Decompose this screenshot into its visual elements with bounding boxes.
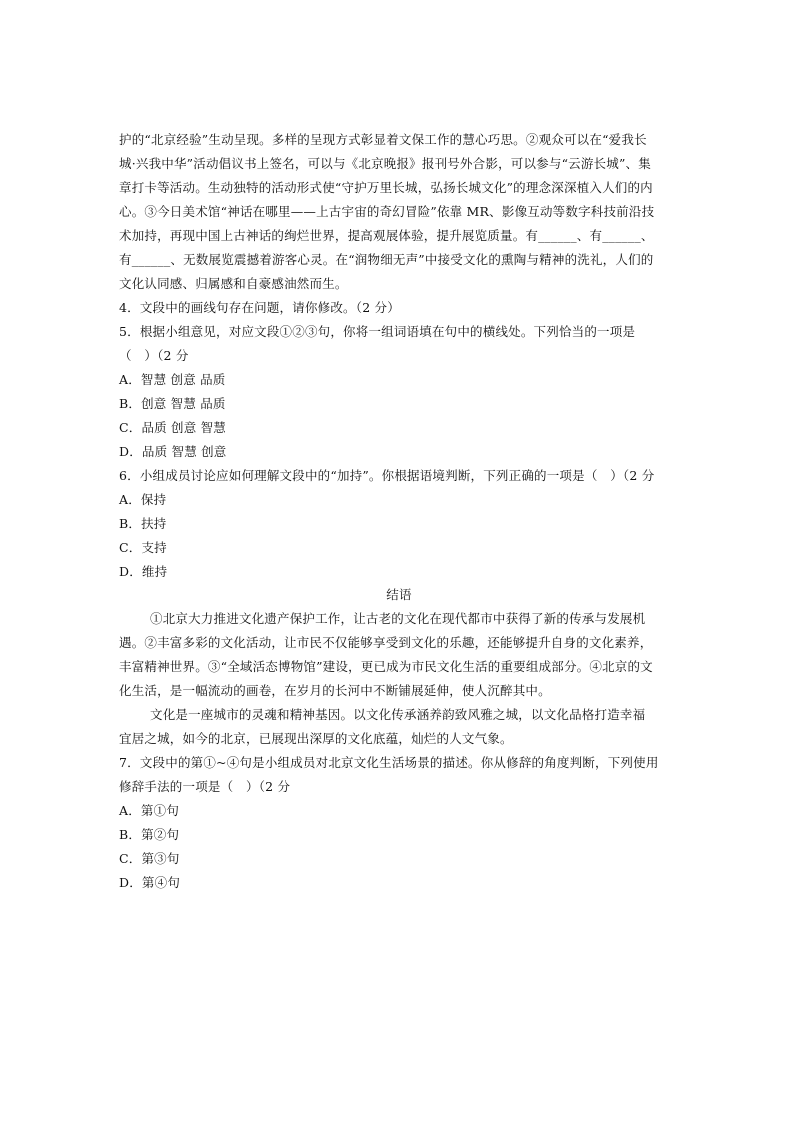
passage-line: 章打卡等活动。生动独特的活动形式使“守护万里长城，弘扬长城文化”的理念深深植入人们的内	[119, 180, 653, 195]
question-6-option-c: C．支持	[119, 540, 167, 555]
passage-line: ①北京大力推进文化遗产保护工作，让古老的文化在现代都市中获得了新的传承与发展机	[150, 611, 646, 626]
question-7-option-a: A．第①句	[119, 803, 180, 818]
question-5-option-d: D．品质 智慧 创意	[119, 444, 227, 459]
passage-line: 城·兴我中华”活动倡议书上签名，可以与《北京晚报》报刊号外合影，可以参与“云游长城”、集	[119, 156, 651, 171]
passage-line: 遇。②丰富多彩的文化活动，让市民不仅能够享受到文化的乐趣，还能够提升自身的文化素养，	[119, 635, 653, 650]
question-5-stem: 5．根据小组意见，对应文段①②③句，你将一组词语填在句中的横线处。下列恰当的一项是	[119, 324, 636, 339]
question-5-option-b: B．创意 智慧 品质	[119, 396, 226, 411]
question-7-option-d: D．第④句	[119, 875, 181, 890]
question-6-stem: 6．小组成员讨论应如何理解文段中的“加持”。你根据语境判断，下列正确的一项是（ ）（2 分	[119, 468, 655, 483]
question-7-stem-continued: 修辞手法的一项是（ ）（2 分	[119, 779, 291, 794]
passage-line: 丰富精神世界。③“全域活态博物馆”建设，更已成为市民文化生活的重要组成部分。④北京的文	[119, 659, 653, 674]
passage-line: 心。③今日美术馆“神话在哪里——上古宇宙的奇幻冒险”依靠 MR、影像互动等数字科技前沿技	[119, 204, 655, 219]
question-4-stem: 4．文段中的画线句存在问题，请你修改。（2 分）	[119, 300, 400, 315]
question-7-option-b: B．第②句	[119, 827, 180, 842]
passage-line: 宜居之城，如今的北京，已展现出深厚的文化底蕴，灿烂的人文气象。	[119, 731, 513, 746]
question-6-option-a: A．保持	[119, 492, 167, 507]
passage-line: 文化认同感、归属感和自豪感油然而生。	[119, 276, 348, 291]
question-5-stem-continued: （ ）（2 分	[119, 348, 189, 363]
question-6-option-b: B．扶持	[119, 516, 167, 531]
section-title: 结语	[386, 587, 412, 602]
question-7-stem: 7．文段中的第①~④句是小组成员对北京文化生活场景的描述。你从修辞的角度判断，下列使用	[119, 755, 659, 770]
question-7-option-c: C．第③句	[119, 851, 180, 866]
passage-line: 化生活，是一幅流动的画卷，在岁月的长河中不断铺展延伸，使人沉醉其中。	[119, 683, 551, 698]
question-5-option-a: A．智慧 创意 品质	[119, 372, 226, 387]
passage-line: 文化是一座城市的灵魂和精神基因。以文化传承涵养韵致风雅之城，以文化品格打造幸福	[150, 707, 646, 722]
question-5-option-c: C．品质 创意 智慧	[119, 420, 227, 435]
passage-line: 有______、无数展览震撼着游客心灵。在“润物细无声”中接受文化的熏陶与精神的洗礼，人们的	[119, 252, 654, 267]
passage-line: 术加持，再现中国上古神话的绚烂世界，提高观展体验，提升展览质量。有______、有______、	[119, 228, 654, 243]
question-6-option-d: D．维持	[119, 564, 168, 579]
passage-line: 护的“北京经验”生动呈现。多样的呈现方式彰显着文保工作的慧心巧思。②观众可以在“爱我长	[119, 132, 647, 147]
